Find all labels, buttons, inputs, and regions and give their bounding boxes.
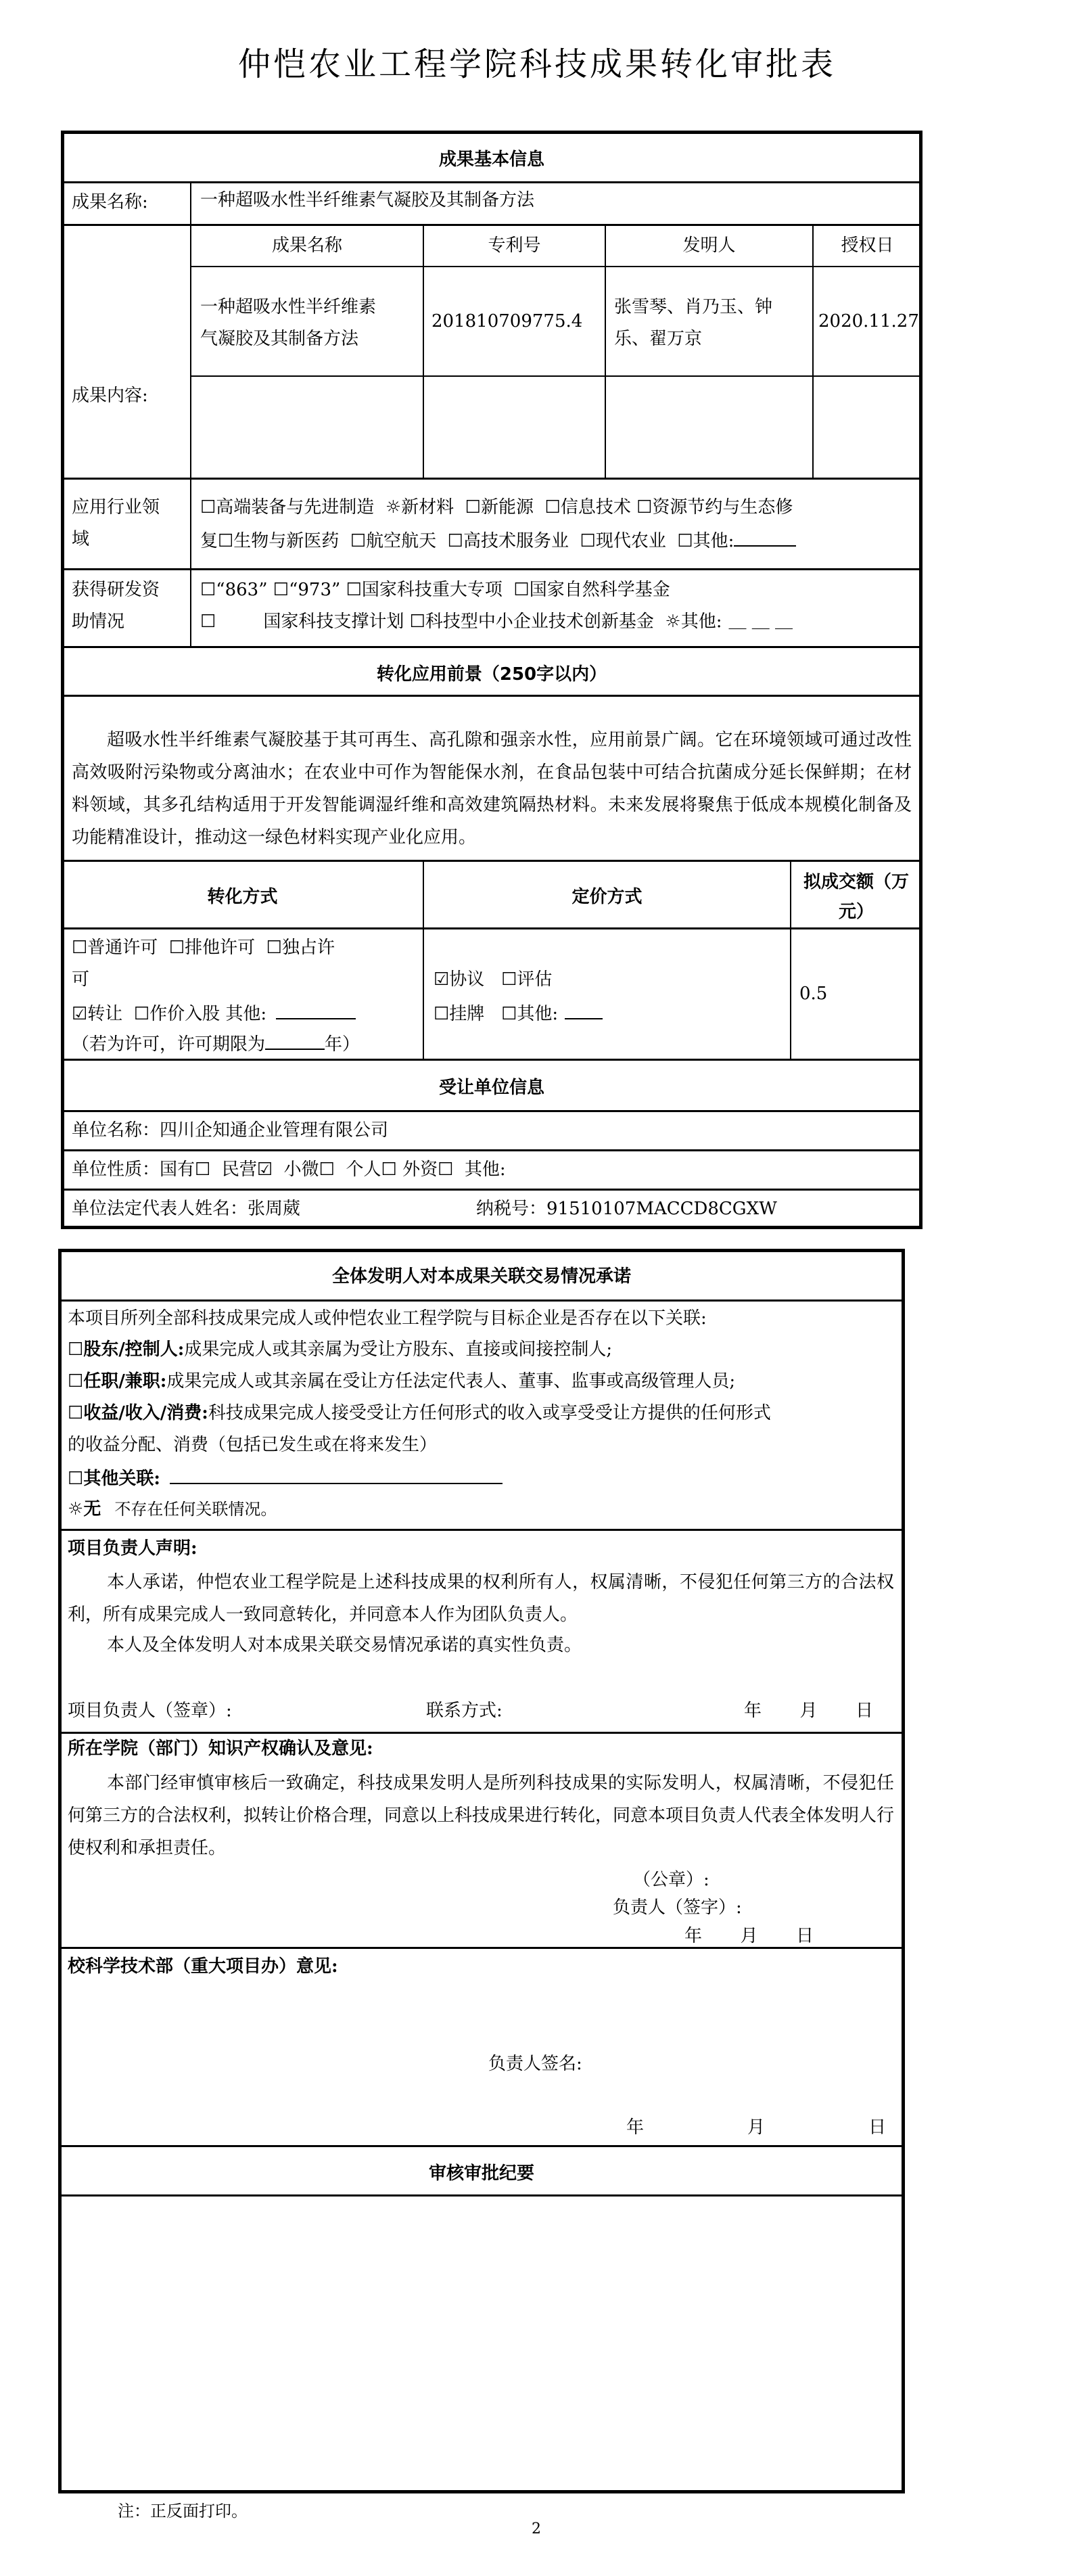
section-title-prospect: 转化应用前景（250字以内）	[376, 664, 607, 685]
divider	[60, 1300, 904, 1302]
item-text: 不存在任何关联情况。	[114, 1500, 277, 1519]
college-opinion-heading: 所在学院（部门）知识产权确认及意见:	[68, 1739, 373, 1759]
divider	[60, 1732, 904, 1734]
commitment-intro: 本项目所列全部科技成果完成人或仲恺农业工程学院与目标企业是否存在以下关联:	[68, 1308, 707, 1329]
item-label: 股东/控制人:	[83, 1339, 185, 1360]
college-seal[interactable]: （公章）:	[633, 1870, 709, 1890]
license-period-label: （若为许可，许可期限为	[72, 1034, 266, 1055]
leader-statement-heading: 项目负责人声明:	[68, 1538, 197, 1559]
industry-options-line2[interactable]	[200, 528, 796, 553]
cell-grant-date: 2020.11.27	[818, 311, 919, 331]
cell-name-line1: 一种超吸水性半纤维素	[200, 297, 377, 317]
col-header-grant-date: 授权日	[841, 235, 894, 256]
section-title-review: 审核审批纪要	[428, 2163, 534, 2184]
license-period-blank[interactable]	[265, 1031, 325, 1050]
sci-dept-sign[interactable]: 负责人签名:	[488, 2054, 582, 2074]
selected-sun-icon[interactable]: ☼	[68, 1499, 84, 1519]
funding-label-line2: 助情况	[72, 612, 125, 632]
assignee-tax-number: 纳税号：91510107MACCD8CGXW	[476, 1199, 777, 1219]
item-label: 无	[83, 1499, 101, 1519]
transaction-amount: 0.5	[799, 984, 828, 1004]
transfer-mode-header: 转化方式	[207, 887, 278, 907]
cell-name-line2: 气凝胶及其制备方法	[200, 329, 359, 349]
item-text: 成果完成人或其亲属为受让方股东、直接或间接控制人;	[184, 1339, 613, 1360]
transfer-other-blank[interactable]	[276, 1001, 356, 1019]
divider	[812, 224, 814, 478]
industry-options-line1[interactable]: ☐高端装备与先进制造 ☼新材料 ☐新能源 ☐信息技术 ☐资源节约与生态修	[200, 497, 793, 518]
achievement-name-label: 成果名称:	[72, 192, 148, 212]
transfer-mode-options: ☑转让 ☐作价入股 其他:	[72, 1004, 267, 1024]
item-text: 成果完成人或其亲属在受让方任法定代表人、董事、监事或高级管理人员;	[166, 1371, 736, 1392]
col-header-name: 成果名称	[271, 235, 342, 256]
license-period-unit: 年）	[325, 1034, 360, 1055]
col-header-patent: 专利号	[488, 235, 541, 256]
achievement-content-label: 成果内容:	[72, 386, 148, 406]
checkbox-icon[interactable]: ☐	[68, 1469, 84, 1489]
divider	[60, 1529, 904, 1531]
leader-sign-label[interactable]: 项目负责人（签章）:	[68, 1701, 232, 1721]
pricing-mode-header: 定价方式	[571, 887, 643, 907]
divider	[60, 2145, 904, 2147]
sci-dept-opinion-heading: 校科学技术部（重大项目办）意见:	[68, 1956, 338, 1977]
checkbox-icon[interactable]: ☐	[68, 1339, 84, 1360]
funding-box[interactable]: ☐	[200, 612, 216, 632]
college-date[interactable]: 年 月 日	[684, 1926, 814, 1946]
page-title: 仲恺农业工程学院科技成果转化审批表	[237, 45, 836, 83]
divider	[62, 927, 921, 929]
transfer-mode-line4[interactable]	[72, 1031, 360, 1056]
review-notes-area[interactable]	[63, 2197, 902, 2489]
amount-header-line2: 元）	[838, 902, 874, 922]
funding-other-blanks[interactable]: ＿ ＿ ＿	[728, 612, 793, 632]
divider	[62, 1189, 921, 1191]
industry-label-line2: 域	[72, 529, 90, 549]
divider	[605, 224, 606, 478]
commitment-item-shareholder[interactable]	[68, 1338, 612, 1361]
divider	[62, 1149, 921, 1151]
pricing-other-blank[interactable]	[565, 1001, 603, 1019]
commitment-item-position[interactable]	[68, 1370, 735, 1393]
divider	[62, 646, 921, 648]
item-text: 科技成果完成人接受受让方任何形式的收入或享受受让方提供的任何形式	[208, 1403, 771, 1423]
pricing-line2[interactable]	[434, 1001, 603, 1026]
funding-label-line1: 获得研发资	[72, 580, 160, 600]
divider	[62, 695, 921, 697]
industry-label-line1: 应用行业领	[72, 497, 160, 518]
achievement-name-value: 一种超吸水性半纤维素气凝胶及其制备方法	[200, 190, 535, 210]
college-opinion-para: 本部门经审慎审核后一致确定，科技成果发明人是所列科技成果的实际发明人，权属清晰，不侵犯任何第三方的合法权利，拟转让价格合理，同意以上科技成果进行转化，同意本项目负责人代表全体发明人行使权利和承担责任。	[68, 1773, 895, 1858]
other-relation-blank[interactable]	[170, 1465, 503, 1484]
divider	[60, 2194, 904, 2196]
leader-date[interactable]: 年 月 日	[744, 1701, 874, 1721]
cell-patent-no: 201810709775.4	[431, 311, 583, 331]
assignee-legal-rep: 单位法定代表人姓名：张周葳	[72, 1199, 301, 1219]
industry-other-blank[interactable]	[734, 528, 796, 547]
college-sign[interactable]: 负责人（签字）:	[613, 1898, 742, 1918]
section-title-basic-info: 成果基本信息	[438, 150, 544, 170]
funding-options-line2[interactable]	[200, 610, 793, 633]
footer-note: 注：正反面打印。	[118, 2502, 248, 2521]
divider	[62, 860, 921, 862]
checkbox-icon[interactable]: ☐	[68, 1371, 84, 1392]
commitment-item-income-cont: 的收益分配、消费（包括已发生或在将来发生）	[68, 1435, 438, 1455]
amount-header-line1: 拟成交额（万	[803, 872, 909, 892]
funding-options-line1[interactable]: ☐“863” ☐“973” ☐国家科技重大专项 ☐国家自然科学基金	[200, 580, 670, 600]
leader-statement-para2: 本人及全体发明人对本成果关联交易情况承诺的真实性负责。	[107, 1635, 582, 1655]
leader-contact-label[interactable]: 联系方式:	[426, 1701, 503, 1721]
cell-inventors-line2: 乐、翟万京	[614, 329, 703, 349]
item-label: 任职/兼职:	[83, 1371, 167, 1392]
section-title-assignee: 受让单位信息	[438, 1078, 544, 1098]
transfer-mode-line2: 可	[72, 969, 90, 990]
divider	[62, 1059, 921, 1061]
checkbox-icon[interactable]: ☐	[68, 1403, 84, 1423]
col-header-inventor: 发明人	[682, 235, 736, 256]
pricing-line1[interactable]: ☑协议 ☐评估	[434, 969, 553, 990]
transfer-mode-line1[interactable]: ☐普通许可 ☐排他许可 ☐独占许	[72, 938, 335, 958]
commitment-item-other[interactable]	[68, 1465, 503, 1490]
item-label: 收益/收入/消费:	[83, 1403, 208, 1423]
divider	[62, 1110, 921, 1112]
item-label: 其他关联:	[83, 1469, 160, 1489]
cell-inventors-line1: 张雪琴、肖乃玉、钟	[614, 297, 773, 317]
assignee-nature[interactable]: 单位性质：国有☐ 民营☑ 小微☐ 个人☐ 外资☐ 其他:	[72, 1159, 506, 1180]
section-title-commitment: 全体发明人对本成果关联交易情况承诺	[331, 1266, 631, 1287]
transfer-mode-line3[interactable]	[72, 1001, 356, 1026]
sci-dept-date[interactable]: 年 月 日	[626, 2117, 887, 2138]
commitment-item-income[interactable]	[68, 1402, 771, 1425]
industry-options-text: 复☐生物与新医药 ☐航空航天 ☐高技术服务业 ☐现代农业 ☐其他:	[200, 531, 734, 551]
pricing-options: ☐挂牌 ☐其他:	[434, 1004, 559, 1024]
commitment-item-none[interactable]	[68, 1498, 277, 1521]
leader-statement-para1: 本人承诺，仲恺农业工程学院是上述科技成果的权利所有人，权属清晰，不侵犯任何第三方的合法权利，所有成果完成人一致同意转化，并同意本人作为团队负责人。	[68, 1572, 894, 1625]
funding-options-text: 国家科技支撑计划 ☐科技型中小企业技术创新基金 ☼其他:	[263, 612, 722, 632]
prospect-text: 超吸水性半纤维素气凝胶基于其可再生、高孔隙和强亲水性，应用前景广阔。它在环境领域可通过改性高效吸附污染物或分离油水；在农业中可作为智能保水剂，在食品包装中可结合抗菌成分延长保鲜期；在材料领域，其多孔结构适用于开发智能调湿纤维和高效建筑隔热材料。未来发展将聚焦于低成本规模化制备及功能精准设计，推动这一绿色材料实现产业化应用。	[72, 730, 912, 848]
divider	[423, 224, 424, 478]
page-number: 2	[532, 2521, 541, 2537]
assignee-name: 单位名称：四川企知通企业管理有限公司	[72, 1120, 389, 1141]
